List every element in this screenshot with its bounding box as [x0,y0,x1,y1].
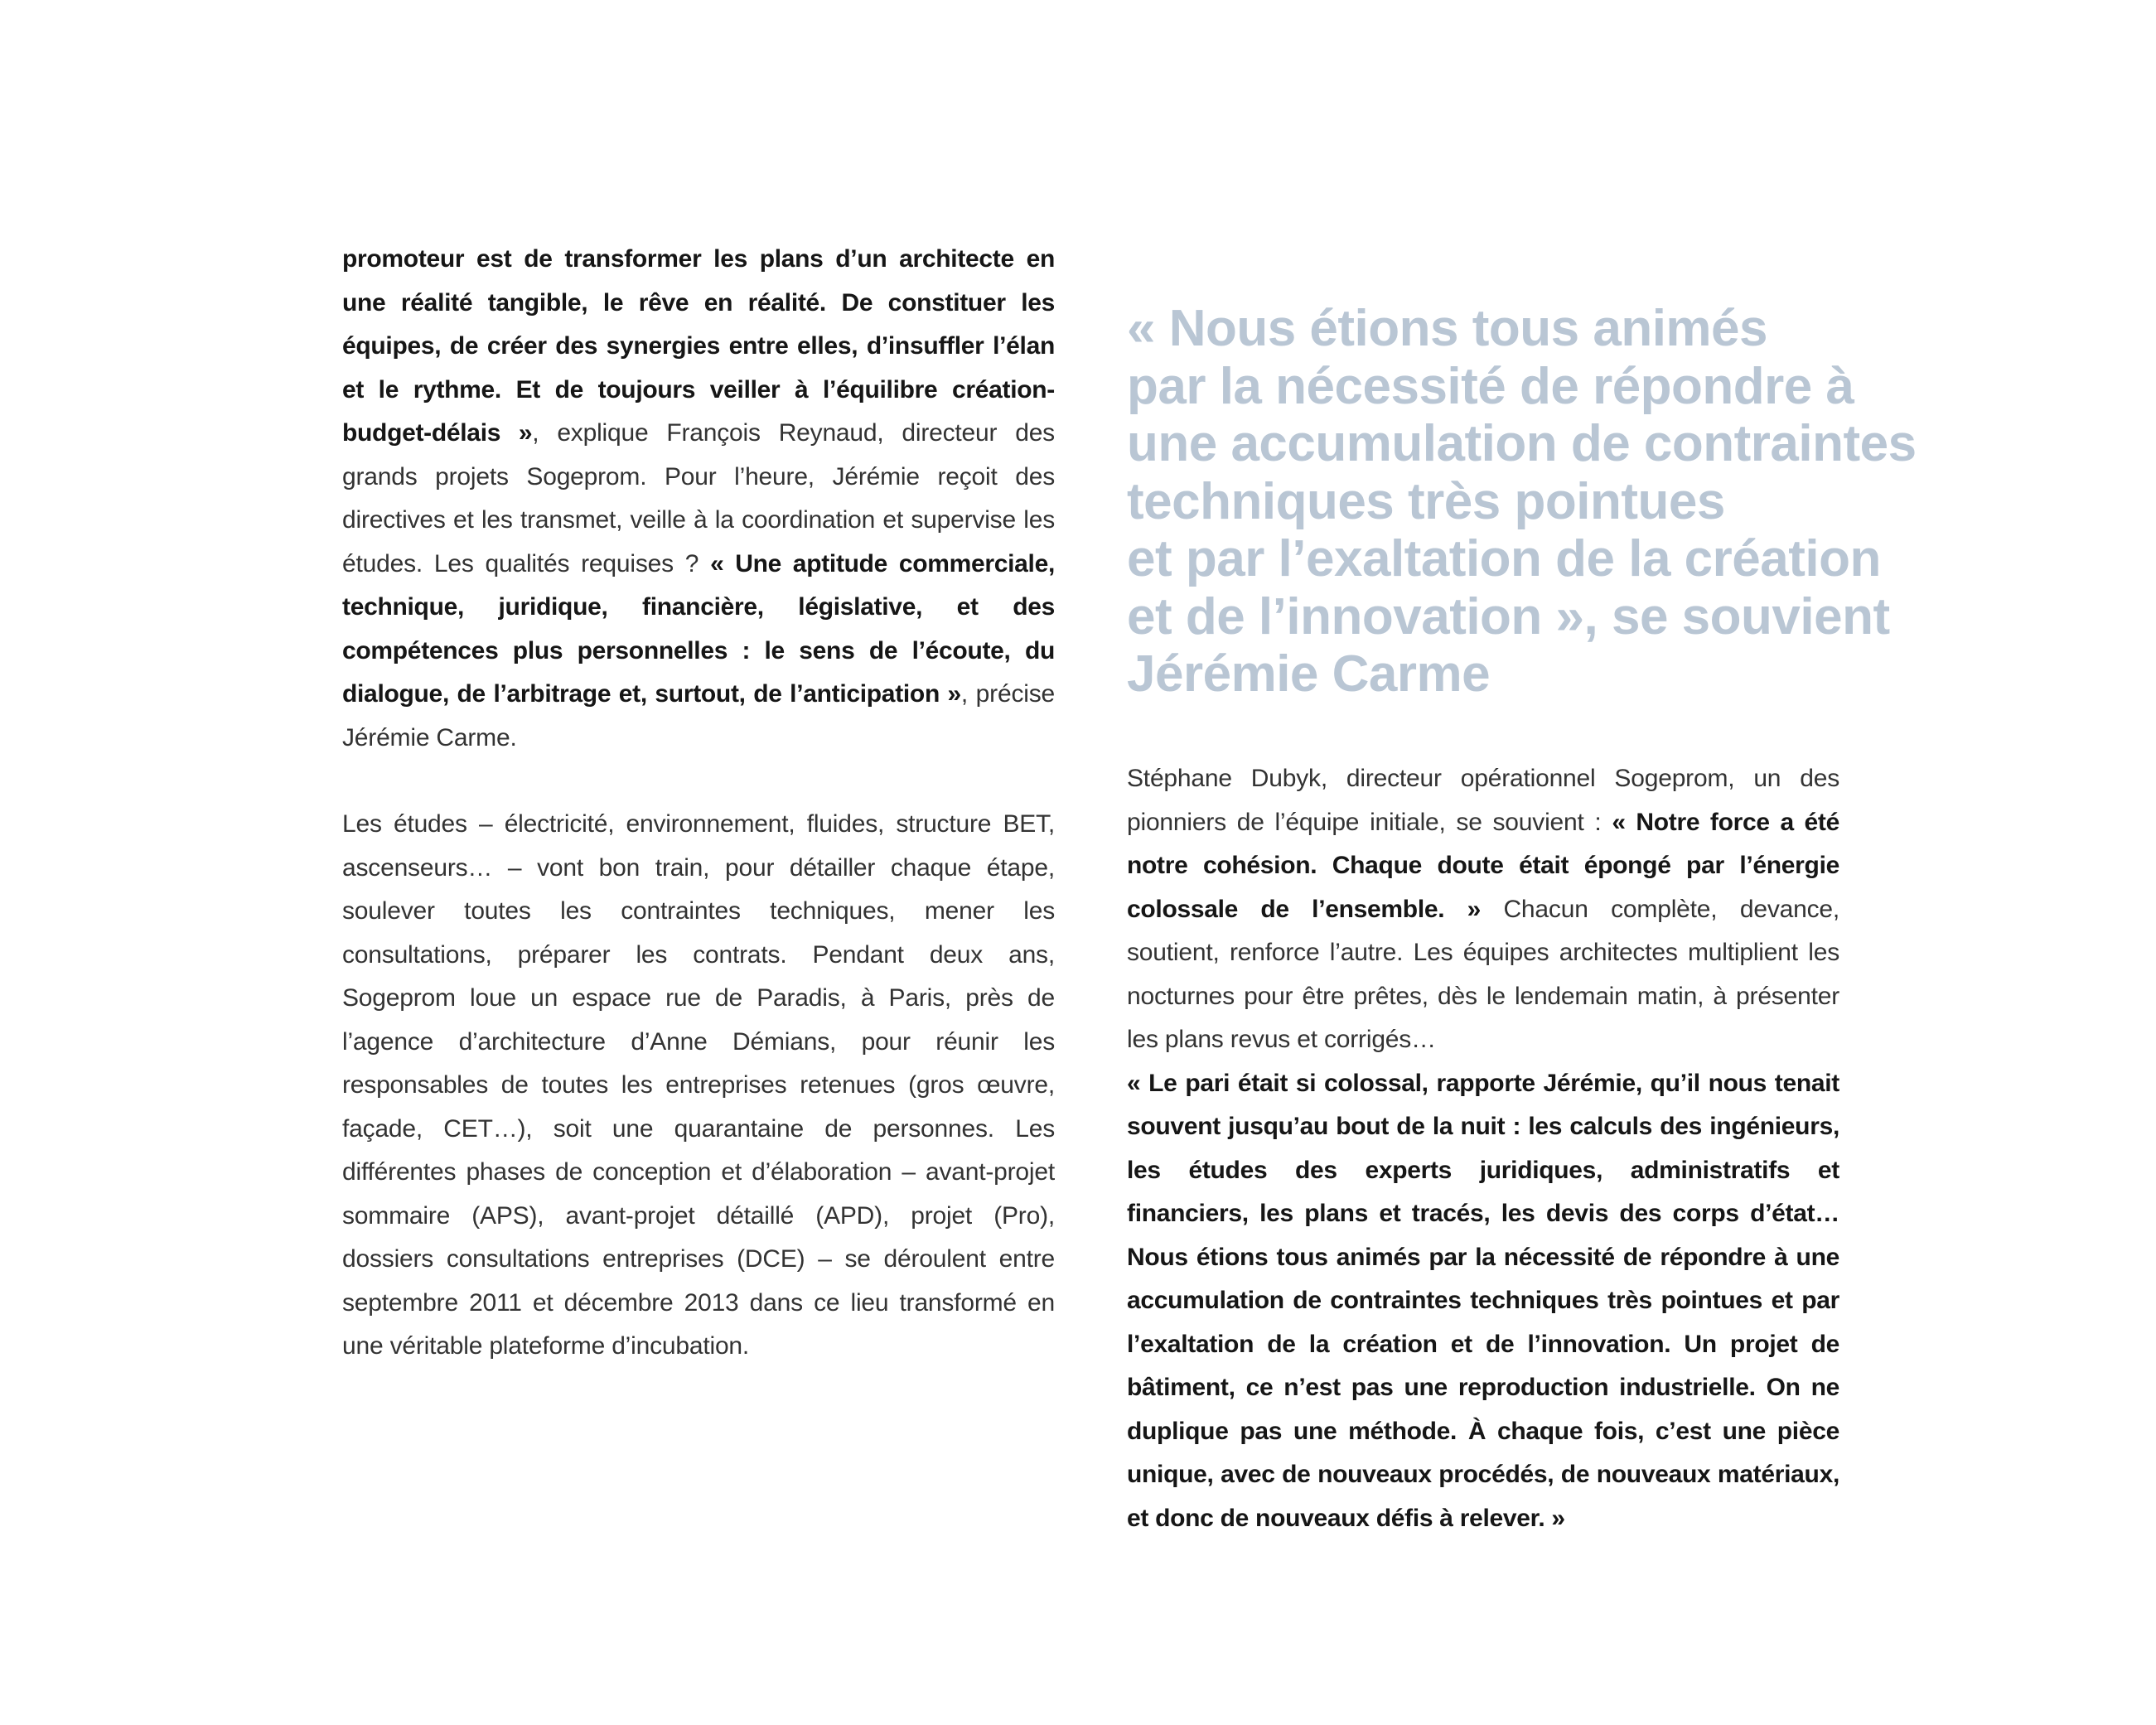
quote-qualites: « Une aptitude commerciale, technique, juridique, financière, législative, et des compétences plus personnelles : le sens de l’écoute, du dialogue, de l’arbitrage et, surtout, de l’anticipation » [342,549,1055,708]
pull-quote-line: et par l’exaltation de la création [1127,530,1881,587]
left-paragraph-1 [342,238,1055,760]
intro-dubyk: Stéphane Dubyk, directeur opérationnel Sogeprom, un des pionniers de l’équipe initiale, se souvient : [1127,765,1839,836]
right-paragraph-2-quote: « Le pari était si colossal, rapporte Jérémie, qu’il nous tenait souvent jusqu’au bout de la nuit : les calculs des ingénieurs, les études des experts juridiques, administratifs et financiers, les plans et tracés, les devis des corps d’état… Nous étions tous animés par la nécessité de répondre à une accumulation de contraintes techniques très pointues et par l’exaltation de la création et de l’innovation. Un projet de bâtiment, ce n’est pas une reproduction industrielle. On ne duplique pas une méthode. À chaque fois, c’est une pièce unique, avec de nouveaux procédés, de nouveaux matériaux, et donc de nouveaux défis à relever. » [1127,1069,1839,1532]
attribution-carme: , précise Jérémie Carme. [342,680,1055,751]
quote-cohesion: « Notre force a été notre cohésion. Chaque doute était épongé par l’énergie colossale de l’ensemble. » [1127,808,1839,923]
attribution-reynaud: , explique François Reynaud, directeur des grands projets Sogeprom. Pour l’heure, Jérémie reçoit des directives et les transmet, veille à la coordination et supervise les études. Les qualités requises ? [342,419,1055,577]
pull-quote-line: techniques très pointues [1127,472,1725,530]
right-paragraph-1 [1127,757,1839,1062]
quote-promoteur: promoteur est de transformer les plans d’un architecte en une réalité tangible, le rêve en réalité. De constituer les équipes, de créer des synergies entre elles, d’insuffler l’élan et le rythme. Et de toujours veiller à l’équilibre création-budget-délais » [342,245,1055,447]
pull-quote-line: « Nous étions tous animés [1127,300,1768,357]
pull-quote-line: Jérémie Carme [1127,645,1491,703]
pull-quote-line: et de l’innovation », se souvient [1127,587,1890,645]
pull-quote-line: une accumulation de contraintes [1127,415,1917,472]
pull-quote-line: par la nécessité de répondre à [1127,357,1854,415]
narrative-nocturnes: Chacun complète, devance, soutient, renforce l’autre. Les équipes architectes multiplient les nocturnes pour être prêtes, dès le lendemain matin, à présenter les plans revus et corrigés… [1127,895,1840,1053]
left-paragraph-2: Les études – électricité, environnement, fluides, structure BET, ascenseurs… – vont bon train, pour détailler chaque étape, soulever toutes les contraintes techniques, mener les consultations, préparer les contrats. Pendant deux ans, Sogeprom loue un espace rue de Paradis, à Paris, près de l’agence d’architecture d’Anne Démians, pour réunir les responsables de toutes les entreprises retenues (gros œuvre, façade, CET…), soit une quarantaine de personnes. Les différentes phases de conception et d’élaboration – avant-projet sommaire (APS), avant-projet détaillé (APD), projet (Pro), dossiers consultations entreprises (DCE) – se déroulent entre septembre 2011 et décembre 2013 dans ce lieu transformé en une véritable plateforme d’incubation. [342,810,1055,1360]
pull-quote [1127,300,1972,703]
right-column [1127,757,1839,1540]
left-column [342,238,1055,1369]
